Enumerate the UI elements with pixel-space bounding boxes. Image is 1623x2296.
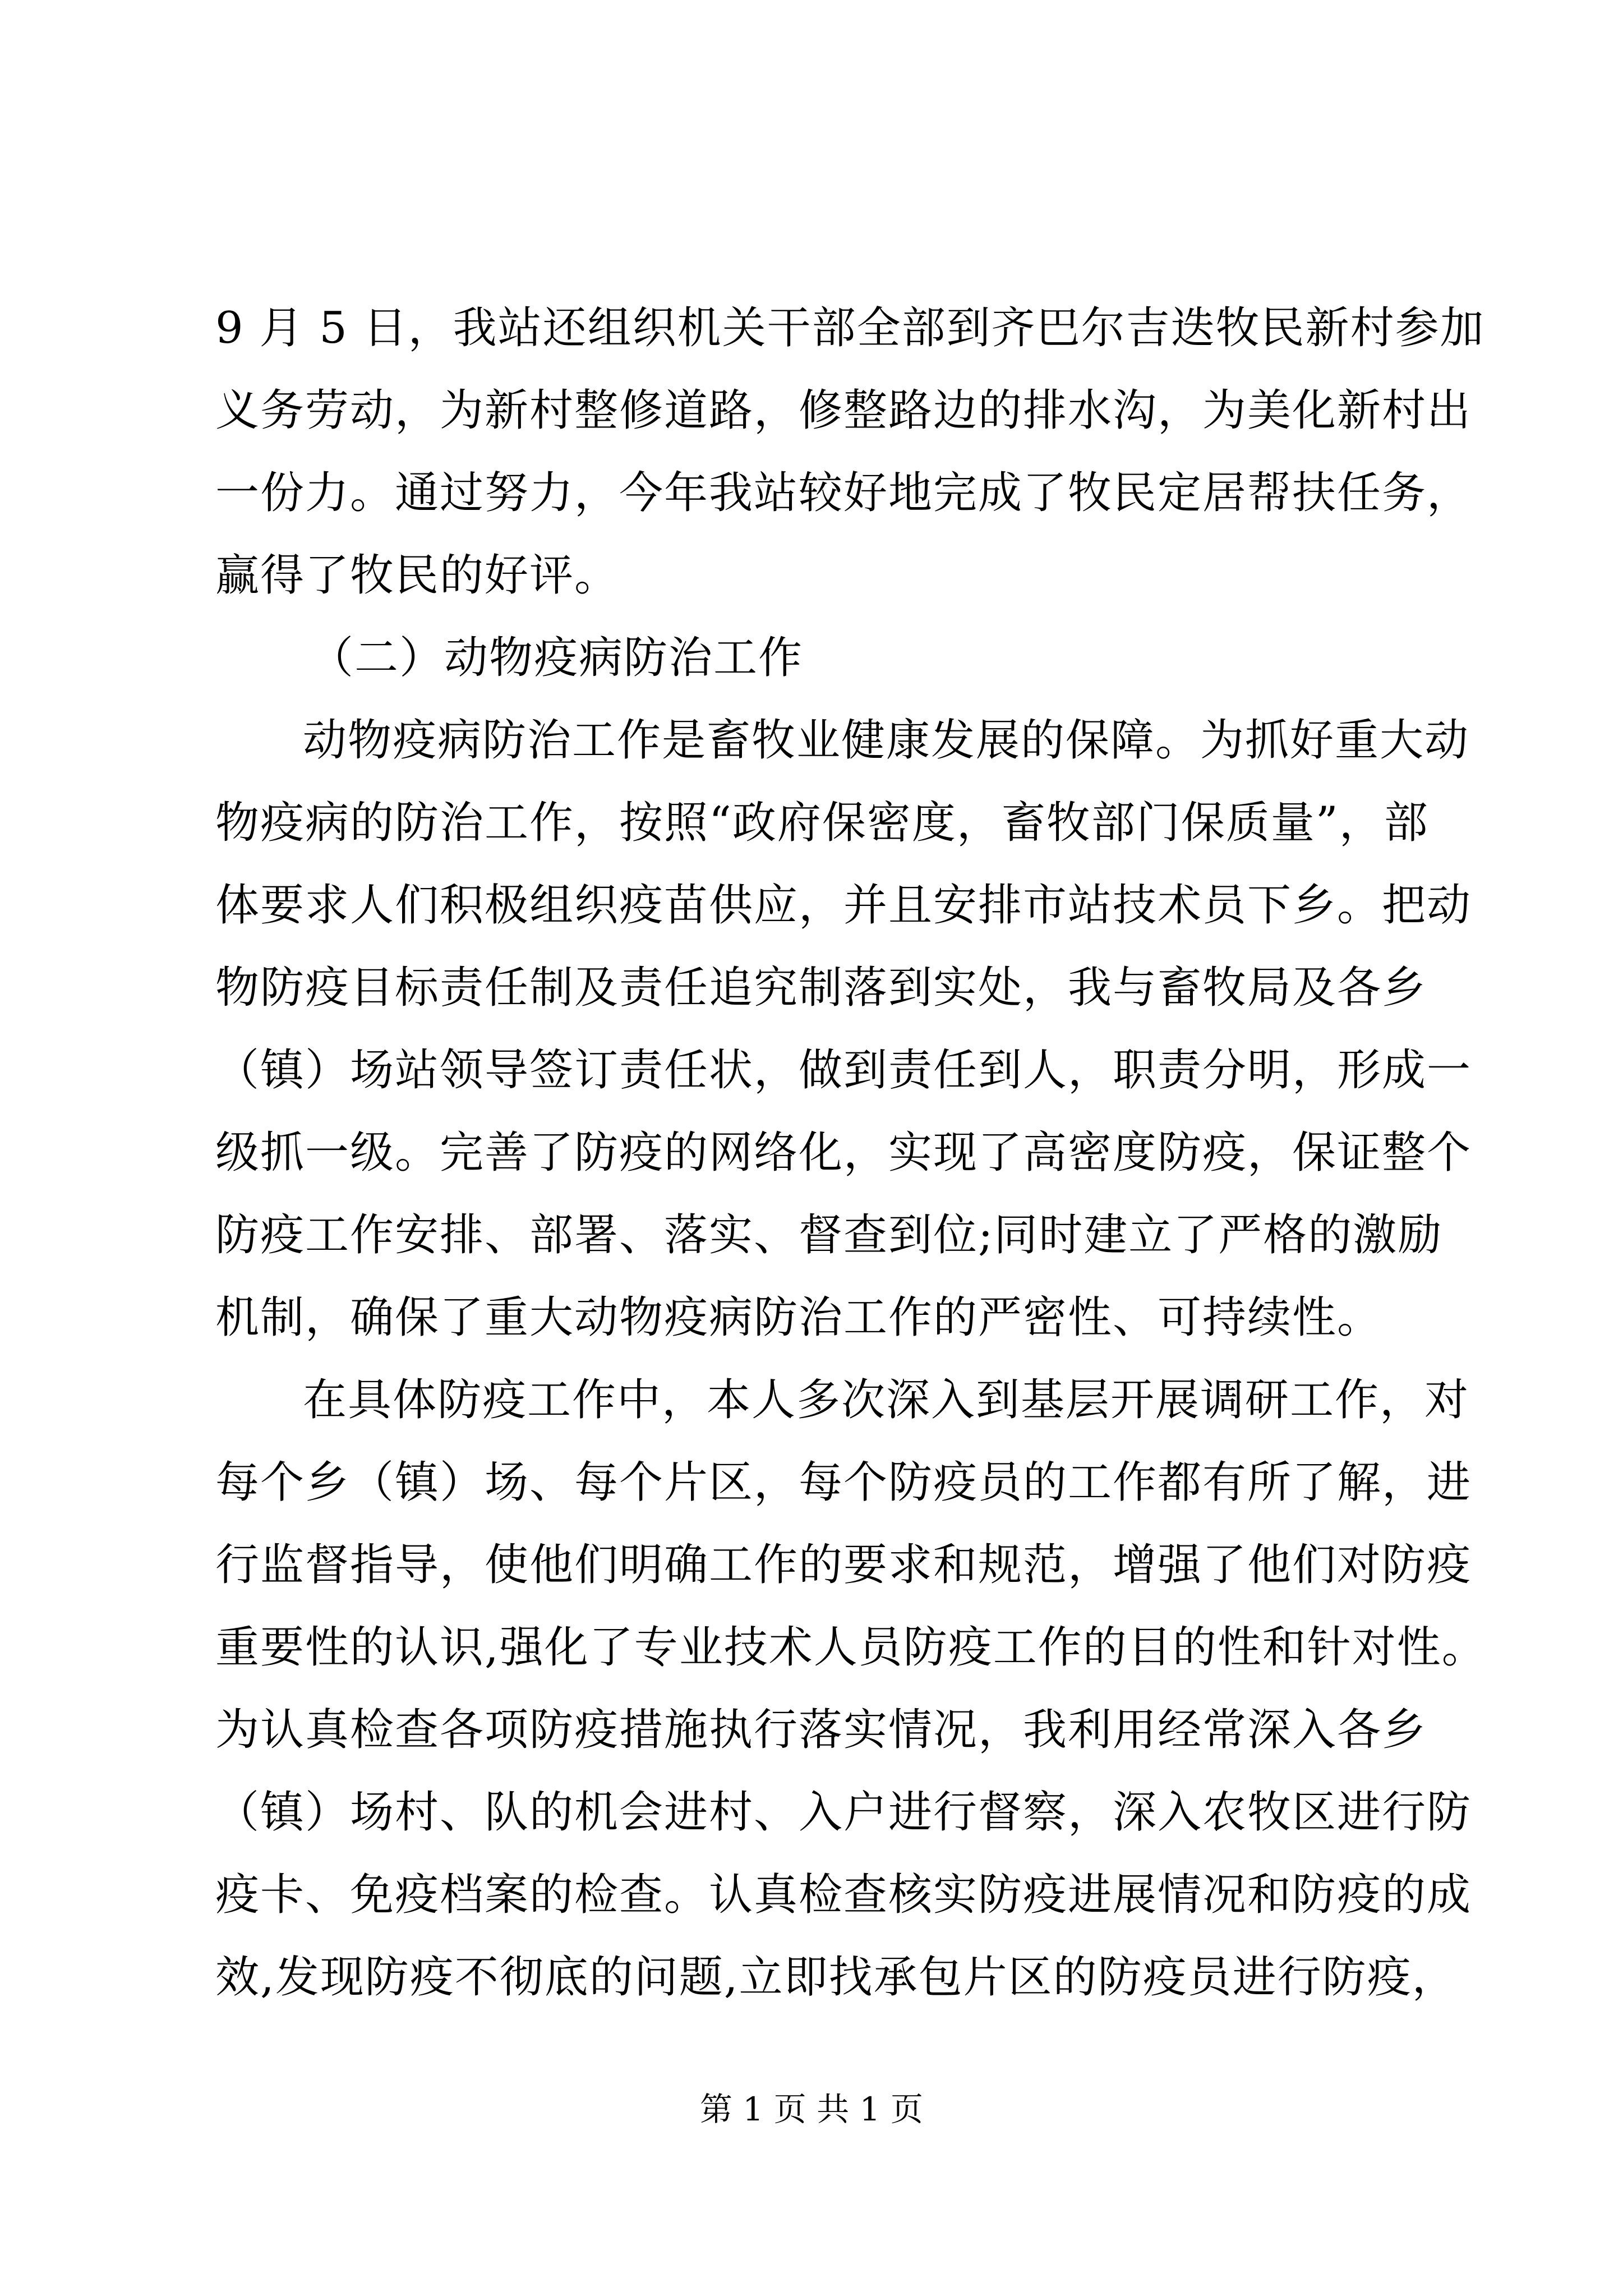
text-line-18: 为认真检查各项防疫措施执行落实情况，我利用经常深入各乡 [215,1705,1427,1755]
document-body [215,287,1487,2019]
text-line-10: （镇）场站领导签订责任状，做到责任到人，职责分明，形成一 [215,1045,1472,1096]
section-heading: （二）动物疫病防治工作 [310,633,804,683]
text-line-12: 防疫工作安排、部署、落实、督查到位;同时建立了严格的激励 [215,1210,1443,1260]
text-line-4: 赢得了牧民的好评。 [215,550,620,601]
text-line-15: 每个乡（镇）场、每个片区，每个防疫员的工作都有所了解，进 [215,1457,1472,1508]
text-line-11: 级抓一级。完善了防疫的网络化，实现了高密度防疫，保证整个 [215,1128,1472,1178]
page-footer [0,2087,1623,2132]
text-line-20: 疫卡、免疫档案的检查。认真检查核实防疫进展情况和防疫的成 [215,1870,1472,1920]
text-line-1: 9 月 5 日，我站还组织机关干部全部到齐巴尔吉迭牧民新村参加 [215,303,1485,353]
text-line-6: 动物疫病防治工作是畜牧业健康发展的保障。为抓好重大动 [303,715,1470,766]
text-line-8: 体要求人们积极组织疫苗供应，并且安排市站技术员下乡。把动 [215,880,1472,931]
text-line-21: 效,发现防疫不彻底的问题,立即找承包片区的防疫员进行防疫， [215,1952,1457,2003]
text-line-2: 义务劳动，为新村整修道路，修整路边的排水沟，为美化新村出 [215,385,1472,436]
page-number-label: 第 1 页 共 1 页 [700,2090,923,2128]
text-line-19: （镇）场村、队的机会进村、入户进行督察，深入农牧区进行防 [215,1787,1472,1838]
text-line-16: 行监督指导，使他们明确工作的要求和规范，增强了他们对防疫 [215,1540,1472,1590]
text-line-14: 在具体防疫工作中，本人多次深入到基层开展调研工作，对 [303,1375,1470,1425]
text-line-3: 一份力。通过努力，今年我站较好地完成了牧民定居帮扶任务， [215,468,1472,518]
text-line-13: 机制，确保了重大动物疫病防治工作的严密性、可持续性。 [215,1292,1382,1343]
text-line-17: 重要性的认识,强化了专业技术人员防疫工作的目的性和针对性。 [215,1622,1487,1673]
text-line-9: 物防疫目标责任制及责任追究制落到实处，我与畜牧局及各乡 [215,963,1427,1013]
text-line-7: 物疫病的防治工作，按照“政府保密度，畜牧部门保质量”，部 [215,798,1429,848]
